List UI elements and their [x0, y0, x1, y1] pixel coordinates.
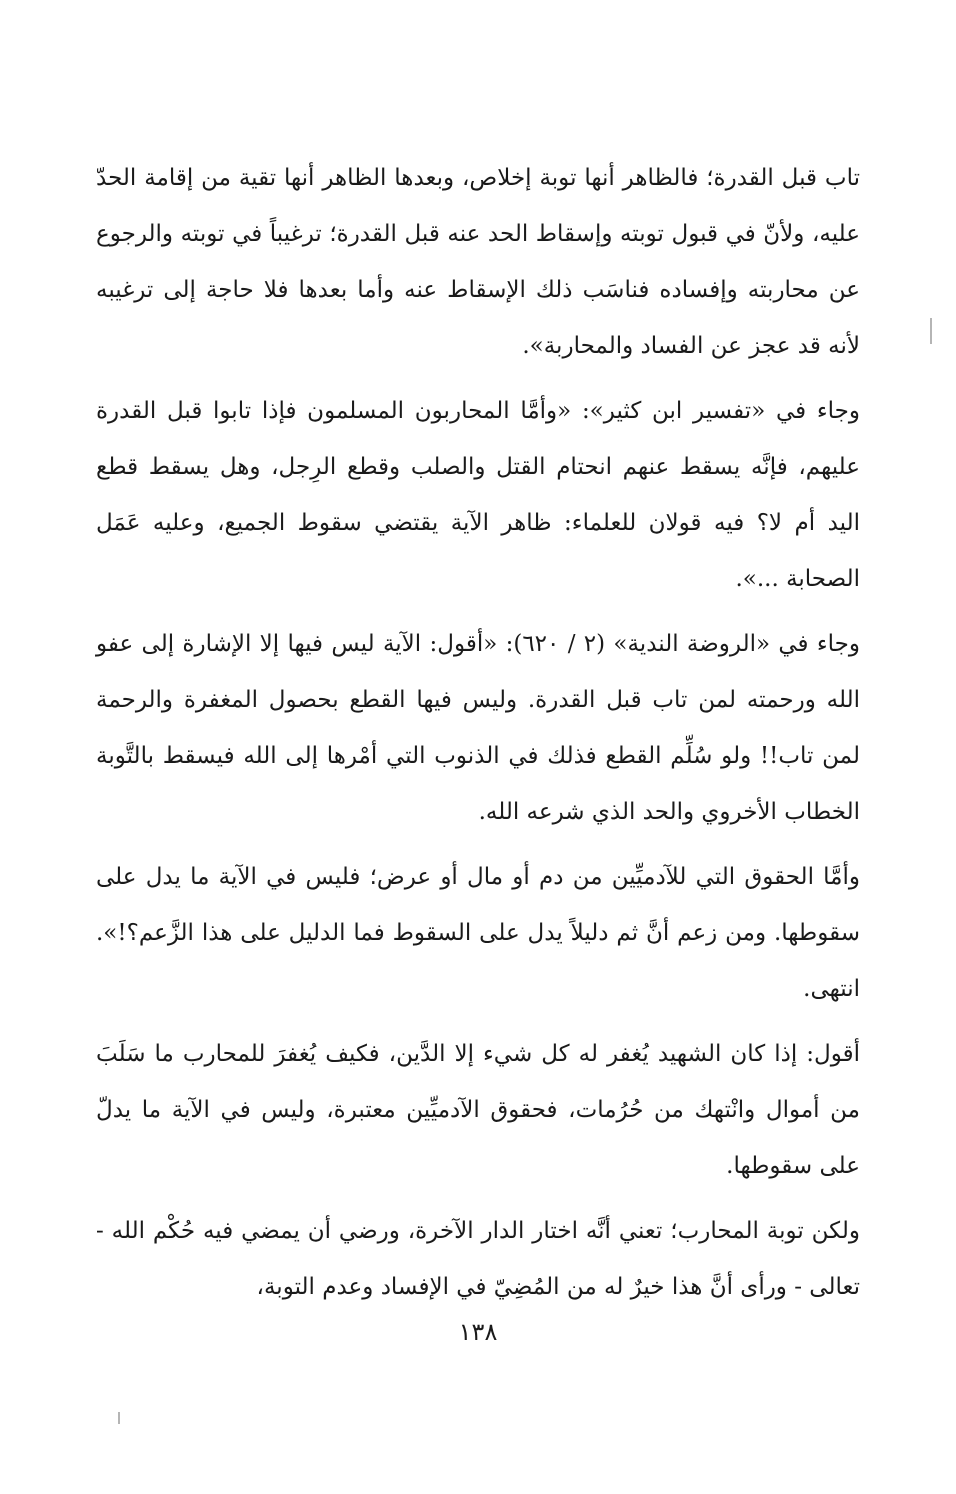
page-number: ١٣٨ — [458, 1318, 498, 1346]
body-text — [96, 150, 860, 1315]
scan-mark — [930, 318, 932, 344]
paragraph-1: تاب قبل القدرة؛ فالظاهر أنها توبة إخلاص، وبعدها الظاهر أنها تقية من إقامة الحدّ عليه، ولأنّ في قبول توبته وإسقاط الحد عنه قبل القدرة؛ ترغيباً في توبته والرجوع عن محاربته وإفساده فناسَب ذلك الإسقاط عنه وأما بعدها فلا حاجة إلى ترغيبه لأنه قد عجز عن الفساد والمحاربة». — [96, 165, 860, 359]
paragraph-3: وجاء في «الروضة الندية» (٢ / ٦٢٠): «أقول: الآية ليس فيها إلا الإشارة إلى عفو الله ورحمته لمن تاب قبل القدرة. وليس فيها القطع بحصول المغفرة والرحمة لمن تاب!! ولو سُلِّم القطع فذلك في الذنوب التي أمْرها إلى الله فيسقط بالتَّوبة الخطاب الأخروي والحد الذي شرعه الله. — [96, 631, 860, 825]
paragraph-2: وجاء في «تفسير ابن كثير»: «وأمَّا المحاربون المسلمون فإذا تابوا قبل القدرة عليهم، فإنَّه يسقط عنهم انحتام القتل والصلب وقطع الرِجل، وهل يسقط قطع اليد أم لا؟ فيه قولان للعلماء: ظاهر الآية يقتضي سقوط الجميع، وعليه عَمَل الصحابة ...». — [96, 398, 860, 592]
paragraph-4: وأمَّا الحقوق التي للآدميِّين من دم أو مال أو عرض؛ فليس في الآية ما يدل على سقوطها. ومن زعم أنَّ ثم دليلاً يدل على السقوط فما الدليل على هذا الزَّعم؟!». انتهى. — [96, 864, 860, 1002]
scan-mark — [118, 1412, 120, 1424]
paragraph-5: أقول: إذا كان الشهيد يُغفر له كل شيء إلا الدَّين، فكيف يُغفرَ للمحارب ما سَلَبَ من أموال وانْتهك من حُرُمات، فحقوق الآدميِّين معتبرة، وليس في الآية ما يدلّ على سقوطها. — [96, 1041, 860, 1179]
paragraph-6: ولكن توبة المحارب؛ تعني أنَّه اختار الدار الآخرة، ورضي أن يمضي فيه حُكْم الله - تعالى - ورأى أنَّ هذا خيرٌ له من المُضِيّ في الإفساد وعدم التوبة، — [96, 1218, 860, 1300]
